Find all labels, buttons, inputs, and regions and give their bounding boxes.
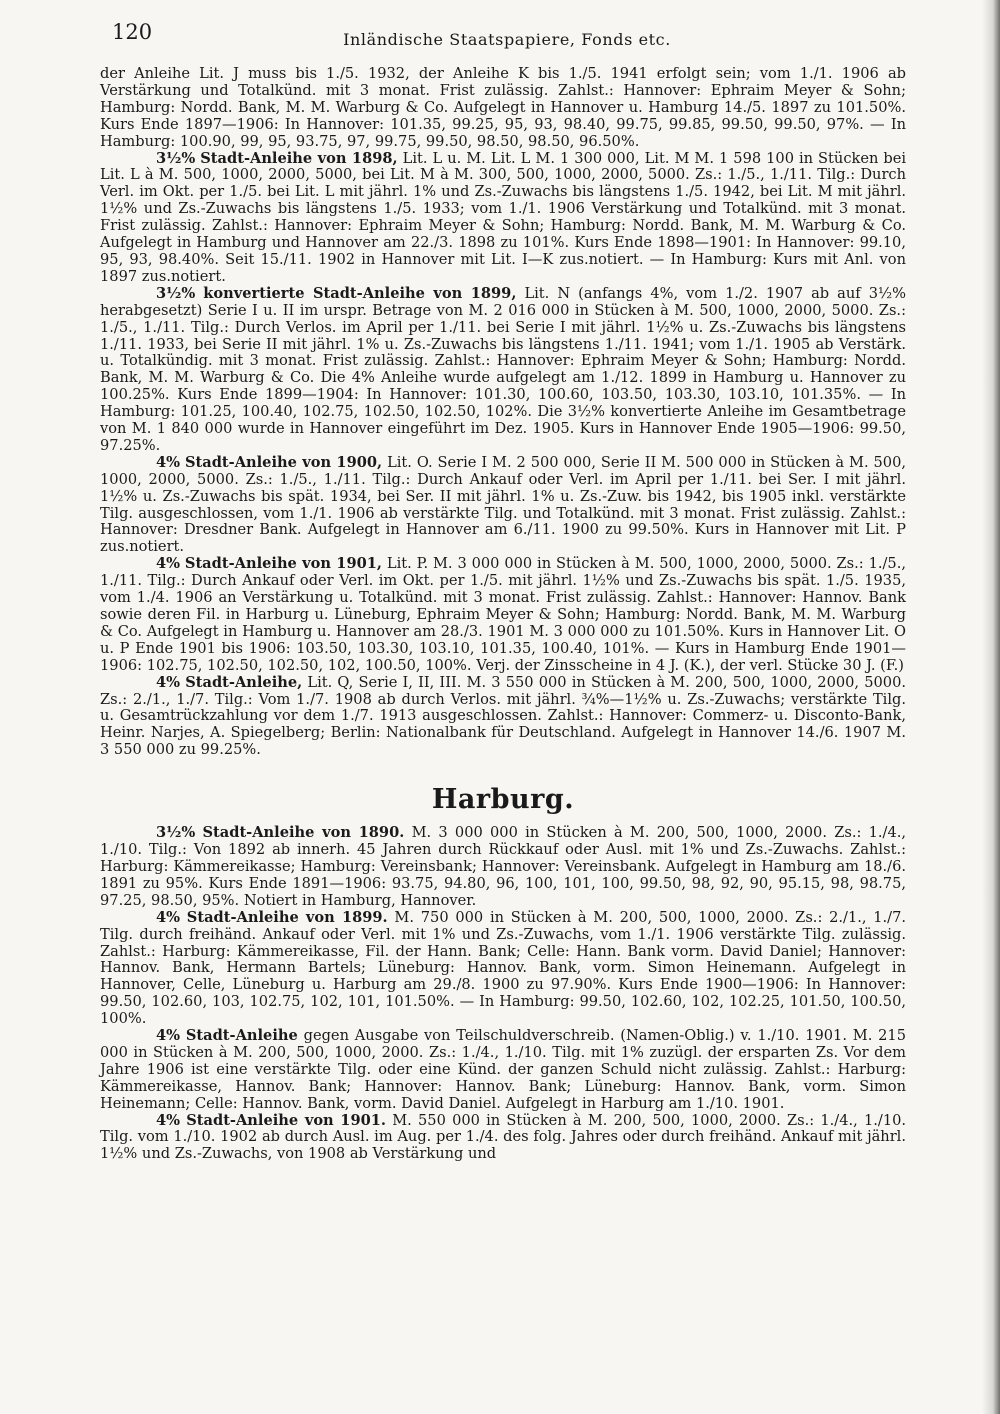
page-header: [112, 20, 902, 52]
bond-description: Lit. N (anfangs 4%, vom 1./2. 1907 ab auf 3½% herabgesetzt) Serie I u. II im urspr. Betrage von M. 2 016 000 in Stücken à M. 500, 1000, 2000, 5000. Zs.: 1./5., 1./11. Tilg.: Durch Verlos. im April per 1./11. bei Serie I mit jährl. 1½% u. Zs.-Zuwachs bis längstens 1./11. 1933, bei Serie II mit jährl. 1% u. Zs.-Zuwachs bis längstens 1./11. 1941; vom 1./1. 1905 ab Verstärk. u. Totalkündig. mit 3 monat. Frist zulässig. Zahlst.: Hannover: Ephraim Meyer & Sohn; Hamburg: Nordd. Bank, M. M. Warburg & Co. Die 4% Anleihe wurde aufgelegt am 1./12. 1899 in Hamburg u. Hannover zu 100.25%. Kurs Ende 1899—1904: In Hannover: 101.30, 100.60, 103.50, 103.30, 103.10, 101.35%. — In Hamburg: 101.25, 100.40, 102.75, 102.50, 102.50, 102%. Die 3½% konvertierte Anleihe im Gesamtbetrage von M. 1 840 000 wurde in Hannover eingeführt im Dez. 1905. Kurs in Hannover Ende 1905—1906: 99.50, 97.25%.: [100, 284, 906, 454]
bond-entry: [100, 675, 906, 760]
interest-rate: 4%: [156, 908, 181, 926]
bond-description: Lit. O. Serie I M. 2 500 000, Serie II M. 500 000 in Stücken à M. 500, 1000, 2000, 5000. Zs.: 1./5., 1./11. Tilg.: Durch Ankauf oder Verl. im April per 1./11. bei Ser. I mit jährl. 1½% u. Zs.-Zuwachs bis spät. 1934, bei Ser. II mit jährl. 1% u. Zs.-Zuw. bis 1942, bis 1905 inkl. verstärkte Tilg. ausgeschlossen, vom 1./1. 1906 ab verstärkte Tilg. und Totalkünd. mit 3 monat. Frist zulässig. Zahlst.: Hannover: Dresdner Bank. Aufgelegt in Hannover am 6./11. 1900 zu 99.50%. Kurs in Hannover mit Lit. P zus.notiert.: [100, 453, 907, 556]
bond-title: Stadt-Anleihe von 1901,: [184, 555, 382, 573]
bond-description: gegen Ausgabe von Teilschuldverschreib. (Namen-Oblig.) v. 1./10. 1901. M. 215 000 in Stücken à M. 200, 500, 1000, 2000. Zs.: 1./4., 1./10. Tilg. mit 1% zuzügl. der ersparten Zs. Vor dem Jahre 1906 ist eine verstärkte Tilg. oder eine Künd. der ganzen Schuld nicht zulässig. Zahlst.: Harburg: Kämmereikasse, Hannov. Bank; Hannover: Hannov. Bank; Lüneburg: Hannov. Bank, vorm. Simon Heinemann; Celle: Hannov. Bank, vorm. David Daniel. Aufgelegt in Harburg am 1./10. 1901.: [100, 1027, 907, 1112]
continued-paragraph: [100, 66, 906, 151]
interest-rate: 4%: [156, 453, 181, 471]
bond-entry: [100, 910, 906, 1028]
bond-description: M. 550 000 in Stücken à M. 200, 500, 1000, 2000. Zs.: 1./4., 1./10. Tilg. vom 1./10. 1902 ab durch Ausl. im Aug. per 1./4. des folg. Jahres oder durch freihänd. Ankauf mit jährl. 1½% und Zs.-Zuwachs, von 1908 ab Verstärkung und: [100, 1111, 907, 1163]
bond-entry: [100, 825, 906, 910]
bond-title: Stadt-Anleihe von 1898,: [200, 149, 398, 167]
bond-description: M. 3 000 000 in Stücken à M. 200, 500, 1000, 2000. Zs.: 1./4., 1./10. Tilg.: Von 1892 ab innerh. 45 Jahren durch Rückkauf oder Ausl. mit 1% und Zs.-Zuwachs. Zahlst.: Harburg: Kämmereikasse; Hamburg: Vereinsbank; Hannover: Vereinsbank. Aufgelegt in Hamburg am 18./6. 1891 zu 95%. Kurs Ende 1891—1906: 93.75, 94.80, 96, 100, 101, 100, 99.50, 98, 92, 90, 95.15, 98, 98.75, 97.25, 98.50, 95%. Notiert in Hamburg, Hannover.: [100, 824, 907, 909]
bond-entry: [100, 455, 906, 556]
interest-rate: 4%: [156, 1111, 181, 1129]
bond-description: M. 750 000 in Stücken à M. 200, 500, 1000, 2000. Zs.: 2./1., 1./7. Tilg. durch freihänd. Ankauf oder Verl. mit 1% und Zs.-Zuwachs, vom 1./1. 1906 verstärkte Tilg. zulässig. Zahlst.: Harburg: Kämmereikasse, Fil. der Hann. Bank; Celle: Hann. Bank vorm. David Daniel; Hannover: Hannov. Bank, Hermann Bartels; Lüneburg: Hannov. Bank, vorm. Simon Heinemann. Aufgelegt in Hannover, Celle, Lüneburg u. Harburg am 29./8. 1900 zu 97.90%. Kurs Ende 1900—1906: In Hannover: 99.50, 102.60, 103, 102.75, 102, 101, 101.50%. — In Hamburg: 99.50, 102.60, 102, 102.25, 101.50, 100.50, 100%.: [100, 908, 907, 1028]
bond-title: Stadt-Anleihe,: [185, 673, 303, 691]
bond-entry: [100, 1113, 906, 1164]
bond-entry: [100, 1028, 906, 1113]
interest-rate: 3½%: [156, 824, 196, 842]
text-column: [100, 66, 906, 1163]
interest-rate: 4%: [156, 1027, 181, 1045]
bond-title: Stadt-Anleihe von 1900,: [184, 453, 383, 471]
paragraph-text: der Anleihe Lit. J muss bis 1./5. 1932, der Anleihe K bis 1./5. 1941 erfolgt sein; vom 1./1. 1906 ab Verstärkung und Totalkünd. mit 3 monat. Frist zulässig. Zahlst.: Hannover: Ephraim Meyer & Sohn; Hamburg: Nordd. Bank, M. M. Warburg & Co. Aufgelegt in Hannover u. Hamburg 14./5. 1897 zu 101.50%. Kurs Ende 1897—1906: In Hannover: 101.35, 99.25, 95, 93, 98.40, 99.75, 99.85, 99.50, 99.50, 97%. — In Hamburg: 100.90, 99, 95, 93.75, 97, 99.75, 99.50, 98.50, 98.50, 96.50%.: [100, 65, 906, 150]
bond-title: Stadt-Anleihe von 1899.: [186, 908, 388, 926]
bond-entry: [100, 151, 906, 286]
bond-description: Lit. L u. M. Lit. L M. 1 300 000, Lit. M M. 1 598 100 in Stücken bei Lit. L à M. 500, 1000, 2000, 5000, bei Lit. M à M. 300, 500, 1000, 2000, 5000. Zs.: 1./5., 1./11. Tilg.: Durch Verl. im Okt. per 1./5. bei Lit. L mit jährl. 1% und Zs.-Zuwachs bis längstens 1./5. 1942, bei Lit. M mit jährl. 1½% und Zs.-Zuwachs bis längstens 1./5. 1933; vom 1./1. 1906 Verstärkung und Totalkünd. mit 3 monat. Frist zulässig. Zahlst.: Hannover: Ephraim Meyer & Sohn; Hamburg: Nordd. Bank, M. M. Warburg & Co. Aufgelegt in Hamburg und Hannover am 22./3. 1898 zu 101%. Kurs Ende 1898—1901: In Hannover: 99.10, 95, 93, 98.40%. Seit 15./11. 1902 in Hannover mit Lit. I—K zus.notiert. — In Hamburg: Kurs mit Anl. von 1897 zus.notiert.: [100, 149, 907, 285]
interest-rate: 3½%: [156, 284, 196, 302]
bond-title: konvertierte Stadt-Anleihe von 1899,: [203, 284, 517, 302]
bond-entry: [100, 286, 906, 455]
bond-title: Stadt-Anleihe von 1901.: [186, 1111, 387, 1129]
page-edge-shadow: [982, 0, 1000, 1414]
bond-title: Stadt-Anleihe: [185, 1027, 298, 1045]
bond-entry: [100, 556, 906, 674]
interest-rate: 4%: [156, 673, 181, 691]
bond-description: Lit. P. M. 3 000 000 in Stücken à M. 500, 1000, 2000, 5000. Zs.: 1./5., 1./11. Tilg.: Durch Ankauf oder Verl. im Okt. per 1./5. mit jährl. 1½% und Zs.-Zuwachs bis spät. 1./5. 1935, vom 1./4. 1906 an Verstärkung u. Totalkünd. mit 3 monat. Frist zulässig. Zahlst.: Hannover: Hannov. Bank sowie deren Fil. in Harburg u. Lüneburg, Ephraim Meyer & Sohn; Hamburg: Nordd. Bank, M. M. Warburg & Co. Aufgelegt in Hamburg u. Hannover am 28./3. 1901 M. 3 000 000 zu 101.50%. Kurs in Hannover Lit. O u. P Ende 1901 bis 1906: 103.50, 103.30, 103.10, 101.35, 100.40, 101%. — Kurs in Hamburg Ende 1901—1906: 102.75, 102.50, 102.50, 102, 100.50, 100%. Verj. der Zinsscheine in 4 J. (K.), der verl. Stücke 30 J. (F.): [100, 555, 906, 674]
bond-description: Lit. Q, Serie I, II, III. M. 3 550 000 in Stücken à M. 200, 500, 1000, 2000, 5000. Zs.: 2./1., 1./7. Tilg.: Vom 1./7. 1908 ab durch Verlos. mit jährl. ¾%—1½% u. Zs.-Zuwachs; verstärkte Tilg. u. Gesamtrückzahlung vor dem 1./7. 1913 ausgeschlossen. Zahlst.: Hannover: Commerz- u. Disconto-Bank, Heinr. Narjes, A. Spiegelberg; Berlin: Nationalbank für Deutschland. Aufgelegt in Hannover 14./6. 1907 M. 3 550 000 zu 99.25%.: [100, 673, 907, 759]
page-number: 120: [112, 20, 153, 44]
section-heading-harburg: Harburg.: [431, 784, 575, 816]
interest-rate: 4%: [156, 555, 181, 573]
interest-rate: 3½%: [156, 149, 196, 167]
bond-title: Stadt-Anleihe von 1890.: [202, 824, 405, 842]
running-title: Inländische Staatspapiere, Fonds etc.: [343, 30, 671, 49]
